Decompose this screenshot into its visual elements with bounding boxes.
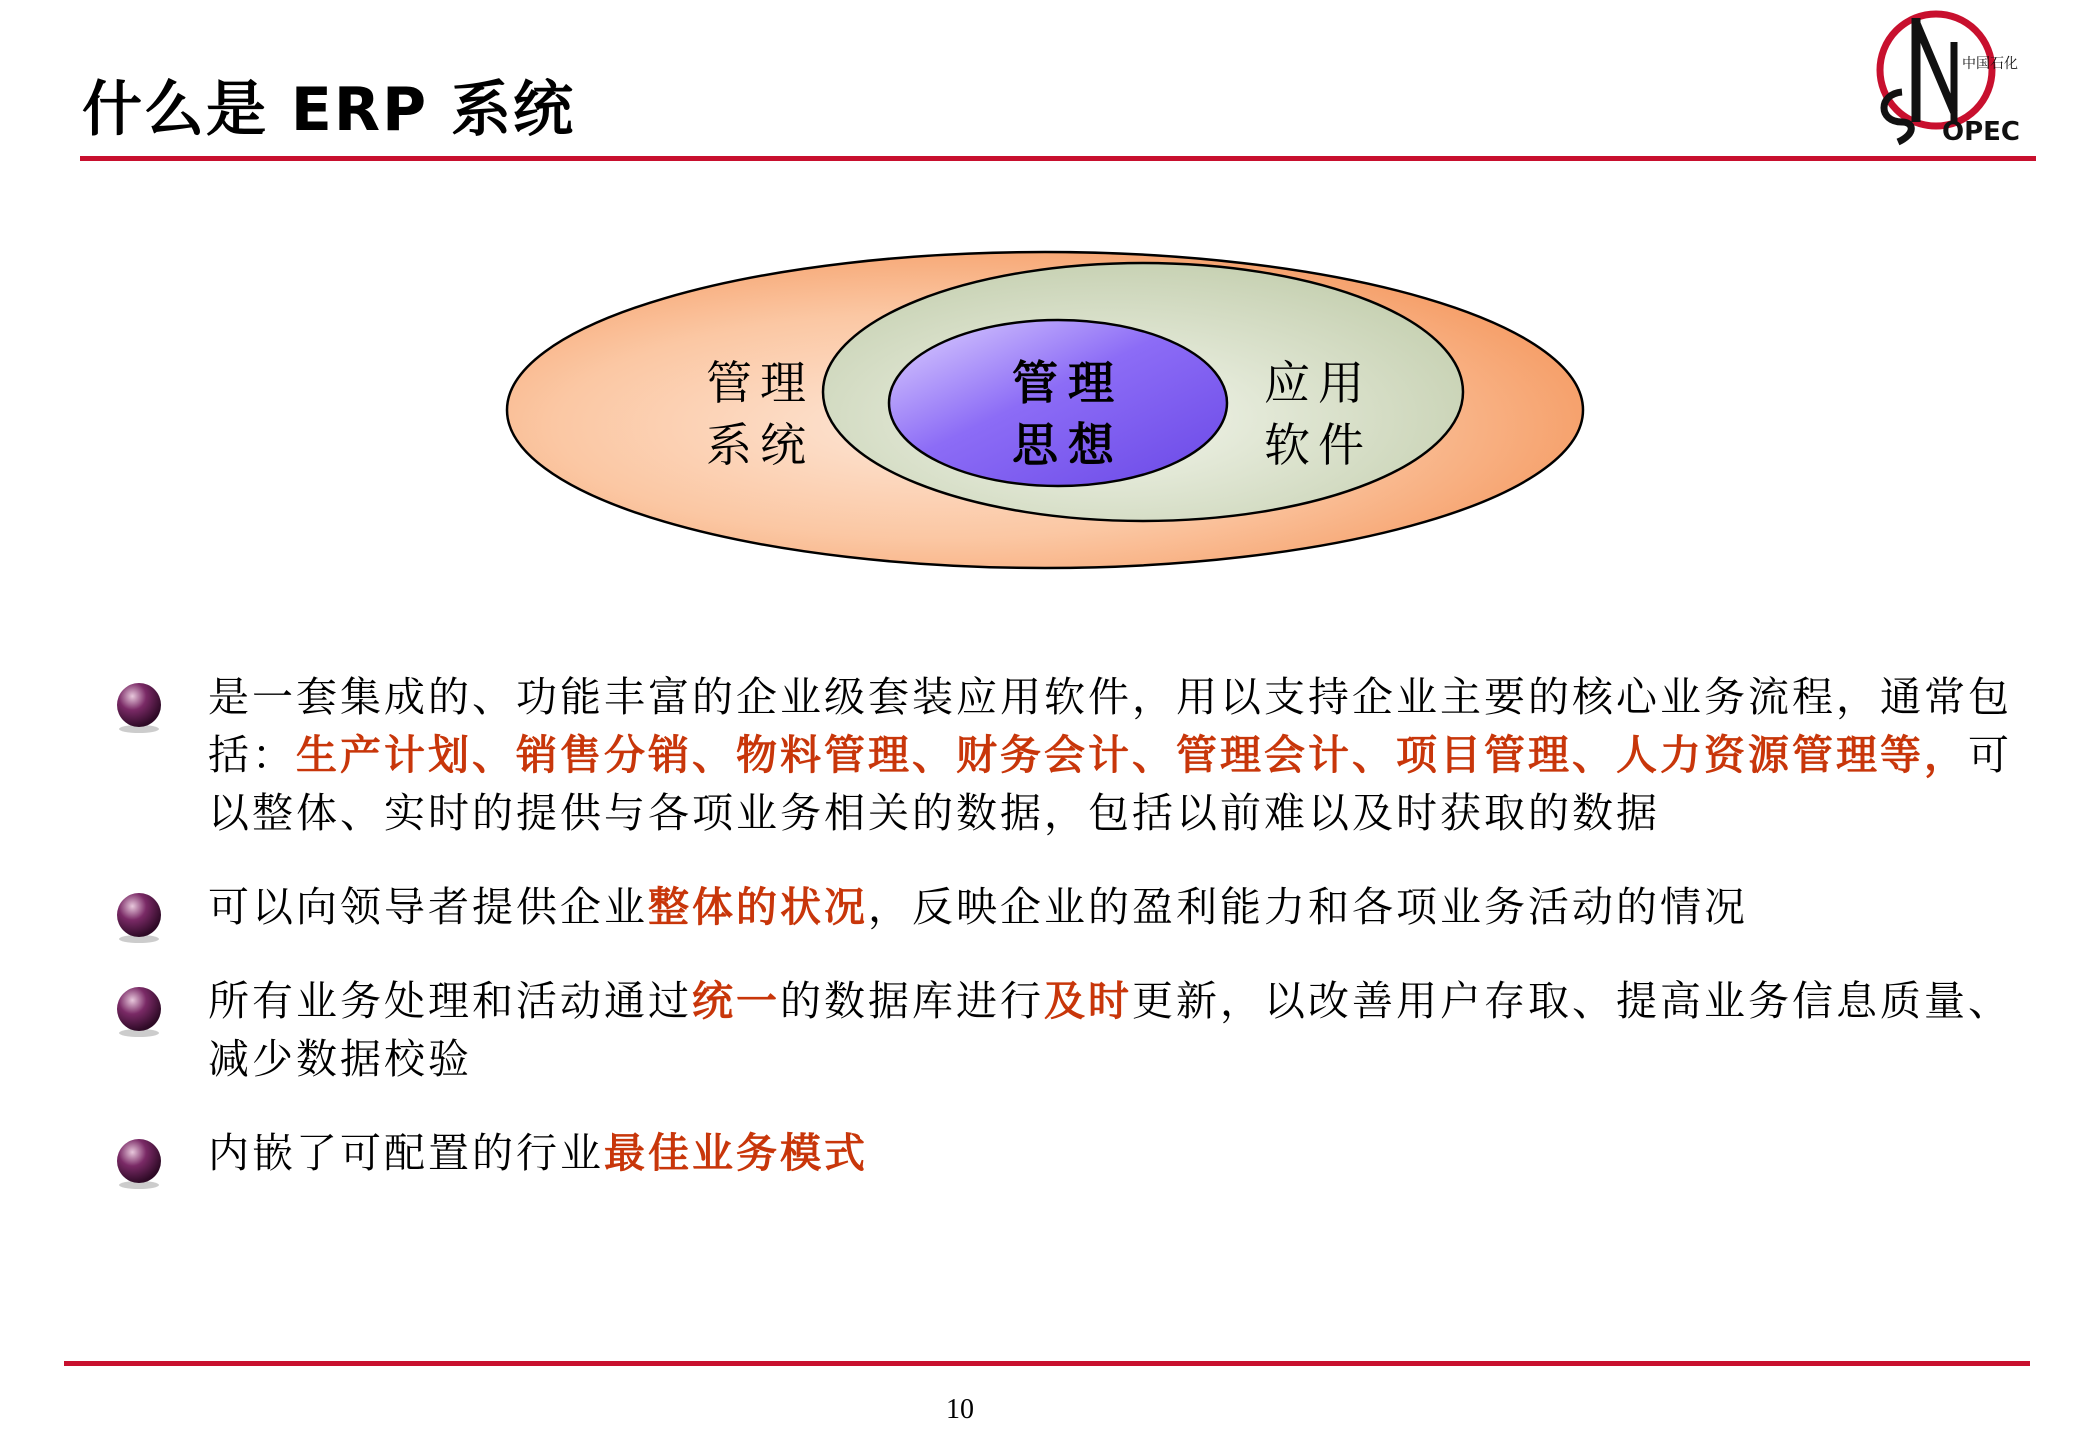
sphere-bullet-icon <box>112 679 166 733</box>
page-number: 10 <box>946 1394 974 1425</box>
bullet-segment: 是一套集成的、功能丰富的企业级套装应用软件，用以支持企业主要的核心业务流程，通常包括： <box>208 673 2012 779</box>
sphere-bullet-icon <box>112 983 166 1037</box>
erp-ellipse-diagram <box>490 240 1600 580</box>
svg-text:中国石化: 中国石化 <box>1962 56 2018 72</box>
page-title: 什么是 ERP 系统 <box>82 75 575 145</box>
middle-label-line2: 软件 <box>1264 418 1372 472</box>
bullet-highlight: 及时 <box>1044 977 1132 1025</box>
header-divider <box>80 156 2036 161</box>
bullet-item <box>112 878 2042 936</box>
bullet-segment: 的数据库进行 <box>780 977 1044 1025</box>
bullet-text <box>208 668 2042 842</box>
bullet-segment: 所有业务处理和活动通过 <box>208 977 692 1025</box>
bullet-item <box>112 668 2042 842</box>
bullet-segment: ，反映企业的盈利能力和各项业务活动的情况 <box>868 883 1748 931</box>
sphere-bullet-icon <box>112 889 166 943</box>
bullet-item <box>112 972 2042 1088</box>
outer-label-line2: 系统 <box>706 418 814 472</box>
bullet-segment: 可以向领导者提供企业 <box>208 883 648 931</box>
bullet-segment: 可以整体、实时的提供与各项业务相关的数据，包括以前难以及时获取的数据 <box>208 731 2012 837</box>
bullet-text <box>208 972 2042 1088</box>
inner-label-line2: 思想 <box>1012 418 1124 472</box>
inner-label-line1: 管理 <box>1012 356 1124 410</box>
bullet-highlight: 生产计划、销售分销、物料管理、财务会计、管理会计、项目管理、人力资源管理等， <box>296 731 1968 779</box>
bullet-highlight: 整体的状况 <box>648 883 868 931</box>
sinopec-logo <box>1858 2 2020 152</box>
footer-divider <box>64 1361 2030 1366</box>
bullet-segment: 更新，以改善用户存取、提高业务信息质量、减少数据校验 <box>208 977 2012 1083</box>
sphere-bullet-icon <box>112 1135 166 1189</box>
outer-label-line1: 管理 <box>706 356 814 410</box>
bullet-list <box>112 668 2042 1218</box>
middle-label-line1: 应用 <box>1264 356 1372 410</box>
bullet-highlight: 统一 <box>692 977 780 1025</box>
bullet-text <box>208 1124 2042 1182</box>
bullet-highlight: 最佳业务模式 <box>604 1129 868 1177</box>
bullet-text <box>208 878 2042 936</box>
bullet-item <box>112 1124 2042 1182</box>
svg-text:OPEC: OPEC <box>1942 117 2020 147</box>
bullet-segment: 内嵌了可配置的行业 <box>208 1129 604 1177</box>
